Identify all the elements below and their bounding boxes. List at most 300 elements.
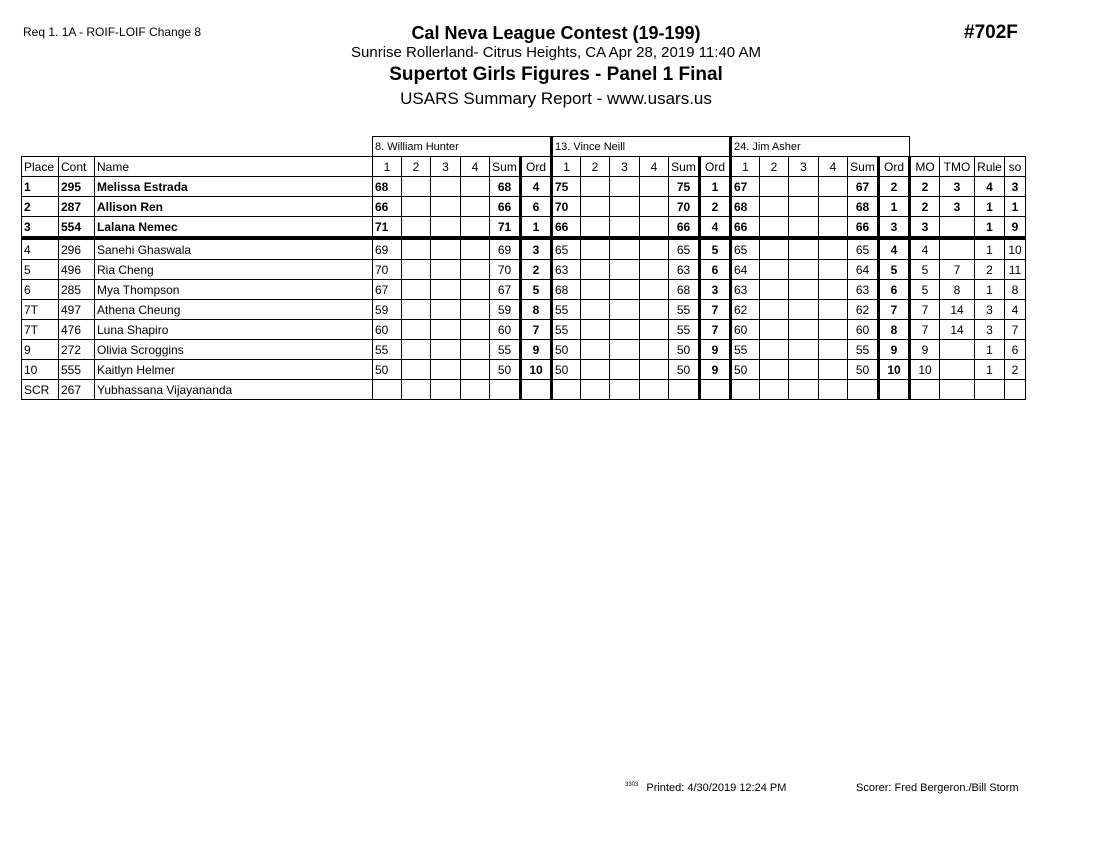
ordinal-cell: 7 bbox=[700, 300, 731, 320]
figure-score-cell bbox=[581, 340, 610, 360]
skater-name-cell: Sanehi Ghaswala bbox=[95, 238, 373, 260]
figure-score-cell bbox=[581, 217, 610, 239]
tmo-cell bbox=[940, 360, 975, 380]
figure-score-cell bbox=[760, 380, 789, 400]
sum-cell: 70 bbox=[669, 197, 700, 217]
figure-score-cell bbox=[789, 320, 819, 340]
figure-score-cell: 69 bbox=[373, 238, 402, 260]
col-header-figure: 4 bbox=[640, 157, 669, 177]
figure-score-cell bbox=[789, 380, 819, 400]
sum-cell: 68 bbox=[490, 177, 521, 197]
place-cell: 7T bbox=[22, 300, 59, 320]
figure-score-cell bbox=[581, 238, 610, 260]
mo-cell: 3 bbox=[910, 217, 940, 239]
figure-score-cell bbox=[610, 238, 640, 260]
tmo-cell bbox=[940, 340, 975, 360]
skater-name-cell: Allison Ren bbox=[95, 197, 373, 217]
figure-score-cell bbox=[760, 260, 789, 280]
rule-cell: 2 bbox=[975, 260, 1005, 280]
rule-cell: 1 bbox=[975, 360, 1005, 380]
col-header-tmo: TMO bbox=[940, 157, 975, 177]
contestant-number-cell: 554 bbox=[59, 217, 95, 239]
figure-score-cell bbox=[789, 260, 819, 280]
figure-score-cell bbox=[581, 320, 610, 340]
sum-cell: 68 bbox=[669, 280, 700, 300]
place-cell: 9 bbox=[22, 340, 59, 360]
figure-score-cell bbox=[552, 380, 581, 400]
ordinal-cell: 7 bbox=[879, 300, 910, 320]
sum-cell: 55 bbox=[669, 320, 700, 340]
sum-cell bbox=[848, 380, 879, 400]
ordinal-cell: 2 bbox=[521, 260, 552, 280]
figure-score-cell: 68 bbox=[731, 197, 760, 217]
figure-score-cell bbox=[789, 177, 819, 197]
ordinal-cell: 5 bbox=[700, 238, 731, 260]
tmo-cell bbox=[940, 217, 975, 239]
skater-name-cell: Yubhassana Vijayananda bbox=[95, 380, 373, 400]
figure-score-cell bbox=[819, 360, 848, 380]
rule-cell: 1 bbox=[975, 238, 1005, 260]
col-header-figure: 4 bbox=[819, 157, 848, 177]
sum-cell: 71 bbox=[490, 217, 521, 239]
figure-score-cell bbox=[640, 300, 669, 320]
event-code: #702F bbox=[964, 22, 1018, 43]
ordinal-cell: 9 bbox=[879, 340, 910, 360]
figure-score-cell bbox=[819, 177, 848, 197]
contestant-number-cell: 285 bbox=[59, 280, 95, 300]
sum-cell: 66 bbox=[848, 217, 879, 239]
judge-name: 8. William Hunter bbox=[373, 137, 552, 157]
figure-score-cell bbox=[819, 320, 848, 340]
figure-score-cell bbox=[431, 260, 461, 280]
col-header-ord: Ord bbox=[879, 157, 910, 177]
ordinal-cell: 7 bbox=[521, 320, 552, 340]
figure-score-cell bbox=[581, 260, 610, 280]
so-cell: 7 bbox=[1005, 320, 1026, 340]
table-row bbox=[22, 238, 1026, 260]
printed-info bbox=[625, 782, 786, 794]
figure-score-cell bbox=[431, 300, 461, 320]
judge-name: 13. Vince Neill bbox=[552, 137, 731, 157]
figure-score-cell bbox=[819, 340, 848, 360]
figure-score-cell: 60 bbox=[731, 320, 760, 340]
tmo-cell: 3 bbox=[940, 197, 975, 217]
col-header-figure: 1 bbox=[373, 157, 402, 177]
figure-score-cell bbox=[640, 177, 669, 197]
contestant-number-cell: 267 bbox=[59, 380, 95, 400]
sum-cell: 64 bbox=[848, 260, 879, 280]
ordinal-cell: 5 bbox=[879, 260, 910, 280]
ordinal-cell: 2 bbox=[879, 177, 910, 197]
so-cell: 3 bbox=[1005, 177, 1026, 197]
figure-score-cell bbox=[640, 238, 669, 260]
sum-cell: 65 bbox=[669, 238, 700, 260]
table-row bbox=[22, 197, 1026, 217]
footer-mark: 3303 bbox=[625, 782, 639, 788]
figure-score-cell bbox=[731, 380, 760, 400]
figure-score-cell: 66 bbox=[373, 197, 402, 217]
col-header-sum: Sum bbox=[669, 157, 700, 177]
so-cell: 11 bbox=[1005, 260, 1026, 280]
col-header-figure: 2 bbox=[760, 157, 789, 177]
figure-score-cell bbox=[581, 380, 610, 400]
figure-score-cell bbox=[760, 197, 789, 217]
place-cell: 5 bbox=[22, 260, 59, 280]
skater-name-cell: Athena Cheung bbox=[95, 300, 373, 320]
ordinal-cell: 6 bbox=[700, 260, 731, 280]
contestant-number-cell: 272 bbox=[59, 340, 95, 360]
so-cell: 2 bbox=[1005, 360, 1026, 380]
figure-score-cell bbox=[789, 340, 819, 360]
place-cell: 10 bbox=[22, 360, 59, 380]
mo-cell: 7 bbox=[910, 300, 940, 320]
tmo-cell: 3 bbox=[940, 177, 975, 197]
col-header-place: Place bbox=[22, 157, 59, 177]
so-cell: 8 bbox=[1005, 280, 1026, 300]
ordinal-cell: 2 bbox=[700, 197, 731, 217]
contestant-number-cell: 497 bbox=[59, 300, 95, 320]
so-cell: 1 bbox=[1005, 197, 1026, 217]
figure-score-cell bbox=[640, 360, 669, 380]
place-cell: SCR bbox=[22, 380, 59, 400]
figure-score-cell bbox=[610, 217, 640, 239]
figure-score-cell bbox=[461, 238, 490, 260]
col-header-figure: 3 bbox=[610, 157, 640, 177]
figure-score-cell bbox=[402, 380, 431, 400]
sum-cell: 66 bbox=[669, 217, 700, 239]
sum-cell: 66 bbox=[490, 197, 521, 217]
figure-score-cell bbox=[610, 380, 640, 400]
figure-score-cell bbox=[640, 260, 669, 280]
figure-score-cell: 50 bbox=[373, 360, 402, 380]
ordinal-cell bbox=[879, 380, 910, 400]
figure-score-cell bbox=[402, 320, 431, 340]
rule-cell: 4 bbox=[975, 177, 1005, 197]
figure-score-cell bbox=[819, 217, 848, 239]
col-header-cont: Cont bbox=[59, 157, 95, 177]
ordinal-cell: 9 bbox=[521, 340, 552, 360]
sum-cell: 50 bbox=[490, 360, 521, 380]
figure-score-cell: 65 bbox=[552, 238, 581, 260]
contest-title: Cal Neva League Contest (19-199) bbox=[411, 23, 701, 43]
figure-score-cell bbox=[760, 360, 789, 380]
table-row bbox=[22, 340, 1026, 360]
sum-cell: 60 bbox=[848, 320, 879, 340]
printed-date: Printed: 4/30/2019 12:24 PM bbox=[646, 782, 787, 794]
so-cell bbox=[1005, 380, 1026, 400]
tmo-cell bbox=[940, 238, 975, 260]
sum-cell: 55 bbox=[669, 300, 700, 320]
figure-score-cell: 60 bbox=[373, 320, 402, 340]
sum-cell: 67 bbox=[848, 177, 879, 197]
figure-score-cell: 68 bbox=[373, 177, 402, 197]
figure-score-cell bbox=[402, 300, 431, 320]
figure-score-cell bbox=[431, 197, 461, 217]
col-header-sum: Sum bbox=[848, 157, 879, 177]
place-cell: 7T bbox=[22, 320, 59, 340]
ordinal-cell: 3 bbox=[879, 217, 910, 239]
table-row bbox=[22, 360, 1026, 380]
figure-score-cell bbox=[760, 300, 789, 320]
ordinal-cell: 5 bbox=[521, 280, 552, 300]
request-info: Req 1. 1A - ROIF-LOIF Change 8 bbox=[23, 25, 202, 39]
figure-score-cell bbox=[461, 260, 490, 280]
ordinal-cell: 9 bbox=[700, 360, 731, 380]
ordinal-cell: 10 bbox=[879, 360, 910, 380]
figure-score-cell bbox=[640, 197, 669, 217]
col-header-so: so bbox=[1005, 157, 1026, 177]
tmo-cell: 14 bbox=[940, 320, 975, 340]
figure-score-cell: 55 bbox=[552, 300, 581, 320]
figure-score-cell bbox=[610, 177, 640, 197]
sum-cell: 55 bbox=[848, 340, 879, 360]
mo-cell: 2 bbox=[910, 197, 940, 217]
mo-cell: 2 bbox=[910, 177, 940, 197]
figure-score-cell: 65 bbox=[731, 238, 760, 260]
report-name: USARS Summary Report - www.usars.us bbox=[400, 89, 712, 108]
figure-score-cell bbox=[610, 260, 640, 280]
rule-cell: 1 bbox=[975, 340, 1005, 360]
col-header-rule: Rule bbox=[975, 157, 1005, 177]
figure-score-cell bbox=[402, 260, 431, 280]
table-row bbox=[22, 217, 1026, 239]
table-row bbox=[22, 320, 1026, 340]
col-header-figure: 2 bbox=[402, 157, 431, 177]
sum-cell: 50 bbox=[669, 340, 700, 360]
place-cell: 3 bbox=[22, 217, 59, 239]
sum-cell bbox=[490, 380, 521, 400]
ordinal-cell bbox=[521, 380, 552, 400]
figure-score-cell bbox=[760, 340, 789, 360]
scorer-info: Scorer: Fred Bergeron./Bill Storm bbox=[856, 782, 1019, 794]
sum-cell: 75 bbox=[669, 177, 700, 197]
figure-score-cell bbox=[461, 360, 490, 380]
skater-name-cell: Ria Cheng bbox=[95, 260, 373, 280]
rule-cell: 1 bbox=[975, 197, 1005, 217]
figure-score-cell bbox=[461, 177, 490, 197]
sum-cell: 50 bbox=[669, 360, 700, 380]
figure-score-cell bbox=[760, 320, 789, 340]
sum-cell: 70 bbox=[490, 260, 521, 280]
figure-score-cell: 66 bbox=[552, 217, 581, 239]
figure-score-cell bbox=[760, 280, 789, 300]
judges-spacer bbox=[22, 137, 373, 157]
figure-score-cell: 70 bbox=[552, 197, 581, 217]
rule-cell: 3 bbox=[975, 300, 1005, 320]
rule-cell: 1 bbox=[975, 217, 1005, 239]
skater-name-cell: Luna Shapiro bbox=[95, 320, 373, 340]
figure-score-cell bbox=[581, 360, 610, 380]
report-header bbox=[0, 22, 1100, 110]
table-row bbox=[22, 177, 1026, 197]
sum-cell: 59 bbox=[490, 300, 521, 320]
table-row bbox=[22, 380, 1026, 400]
col-header-figure: 1 bbox=[552, 157, 581, 177]
place-cell: 1 bbox=[22, 177, 59, 197]
place-cell: 6 bbox=[22, 280, 59, 300]
figure-score-cell: 50 bbox=[552, 360, 581, 380]
ordinal-cell: 4 bbox=[521, 177, 552, 197]
figure-score-cell: 67 bbox=[373, 280, 402, 300]
figure-score-cell bbox=[819, 238, 848, 260]
ordinal-cell: 4 bbox=[700, 217, 731, 239]
sum-cell: 69 bbox=[490, 238, 521, 260]
so-cell: 4 bbox=[1005, 300, 1026, 320]
figure-score-cell bbox=[760, 238, 789, 260]
sum-cell: 62 bbox=[848, 300, 879, 320]
figure-score-cell bbox=[819, 300, 848, 320]
figure-score-cell bbox=[789, 300, 819, 320]
figure-score-cell bbox=[431, 380, 461, 400]
sum-cell: 67 bbox=[490, 280, 521, 300]
tmo-cell bbox=[940, 380, 975, 400]
figure-score-cell: 75 bbox=[552, 177, 581, 197]
skater-name-cell: Mya Thompson bbox=[95, 280, 373, 300]
col-header-figure: 1 bbox=[731, 157, 760, 177]
place-cell: 2 bbox=[22, 197, 59, 217]
figure-score-cell bbox=[581, 177, 610, 197]
mo-cell: 4 bbox=[910, 238, 940, 260]
figure-score-cell bbox=[461, 380, 490, 400]
figure-score-cell bbox=[760, 217, 789, 239]
col-header-figure: 2 bbox=[581, 157, 610, 177]
skater-name-cell: Lalana Nemec bbox=[95, 217, 373, 239]
tmo-cell: 7 bbox=[940, 260, 975, 280]
figure-score-cell bbox=[610, 197, 640, 217]
mo-cell: 10 bbox=[910, 360, 940, 380]
results-table-wrap bbox=[21, 136, 1026, 400]
rule-cell: 1 bbox=[975, 280, 1005, 300]
col-header-ord: Ord bbox=[700, 157, 731, 177]
figure-score-cell bbox=[819, 260, 848, 280]
so-cell: 6 bbox=[1005, 340, 1026, 360]
sum-cell: 50 bbox=[848, 360, 879, 380]
mo-cell: 9 bbox=[910, 340, 940, 360]
sum-cell: 55 bbox=[490, 340, 521, 360]
skater-name-cell: Olivia Scroggins bbox=[95, 340, 373, 360]
col-header-ord: Ord bbox=[521, 157, 552, 177]
rule-cell: 3 bbox=[975, 320, 1005, 340]
figure-score-cell: 66 bbox=[731, 217, 760, 239]
col-header-figure: 3 bbox=[431, 157, 461, 177]
ordinal-cell: 8 bbox=[879, 320, 910, 340]
figure-score-cell bbox=[610, 300, 640, 320]
venue-date: Sunrise Rollerland- Citrus Heights, CA Apr 28, 2019 11:40 AM bbox=[351, 44, 761, 61]
figure-score-cell: 64 bbox=[731, 260, 760, 280]
figure-score-cell bbox=[402, 238, 431, 260]
contestant-number-cell: 555 bbox=[59, 360, 95, 380]
figure-score-cell bbox=[461, 300, 490, 320]
contestant-number-cell: 295 bbox=[59, 177, 95, 197]
figure-score-cell: 55 bbox=[731, 340, 760, 360]
ordinal-cell: 4 bbox=[879, 238, 910, 260]
figure-score-cell bbox=[402, 197, 431, 217]
figure-score-cell bbox=[431, 320, 461, 340]
figure-score-cell bbox=[819, 280, 848, 300]
judges-spacer bbox=[910, 137, 1026, 157]
mo-cell bbox=[910, 380, 940, 400]
so-cell: 10 bbox=[1005, 238, 1026, 260]
ordinal-cell bbox=[700, 380, 731, 400]
ordinal-cell: 10 bbox=[521, 360, 552, 380]
figure-score-cell: 63 bbox=[552, 260, 581, 280]
figure-score-cell bbox=[610, 340, 640, 360]
sum-cell bbox=[669, 380, 700, 400]
figure-score-cell bbox=[819, 380, 848, 400]
ordinal-cell: 3 bbox=[700, 280, 731, 300]
figure-score-cell bbox=[431, 177, 461, 197]
so-cell: 9 bbox=[1005, 217, 1026, 239]
figure-score-cell bbox=[402, 360, 431, 380]
mo-cell: 5 bbox=[910, 260, 940, 280]
figure-score-cell: 67 bbox=[731, 177, 760, 197]
ordinal-cell: 7 bbox=[700, 320, 731, 340]
skater-name-cell: Kaitlyn Helmer bbox=[95, 360, 373, 380]
ordinal-cell: 1 bbox=[700, 177, 731, 197]
figure-score-cell: 68 bbox=[552, 280, 581, 300]
judges-row bbox=[22, 137, 1026, 157]
sum-cell: 63 bbox=[669, 260, 700, 280]
sum-cell: 65 bbox=[848, 238, 879, 260]
results-table bbox=[21, 136, 1026, 400]
col-header-mo: MO bbox=[910, 157, 940, 177]
figure-score-cell bbox=[461, 217, 490, 239]
figure-score-cell bbox=[402, 217, 431, 239]
figure-score-cell bbox=[789, 238, 819, 260]
figure-score-cell bbox=[431, 360, 461, 380]
sum-cell: 63 bbox=[848, 280, 879, 300]
figure-score-cell bbox=[431, 280, 461, 300]
figure-score-cell bbox=[789, 217, 819, 239]
figure-score-cell bbox=[640, 380, 669, 400]
figure-score-cell: 55 bbox=[552, 320, 581, 340]
col-header-figure: 3 bbox=[789, 157, 819, 177]
event-name: Supertot Girls Figures - Panel 1 Final bbox=[389, 64, 723, 85]
mo-cell: 7 bbox=[910, 320, 940, 340]
tmo-cell: 14 bbox=[940, 300, 975, 320]
table-row bbox=[22, 300, 1026, 320]
contestant-number-cell: 496 bbox=[59, 260, 95, 280]
ordinal-cell: 1 bbox=[521, 217, 552, 239]
contestant-number-cell: 296 bbox=[59, 238, 95, 260]
sum-cell: 60 bbox=[490, 320, 521, 340]
figure-score-cell bbox=[640, 320, 669, 340]
figure-score-cell bbox=[581, 280, 610, 300]
figure-score-cell bbox=[581, 300, 610, 320]
figure-score-cell bbox=[610, 280, 640, 300]
figure-score-cell bbox=[402, 340, 431, 360]
col-header-name: Name bbox=[95, 157, 373, 177]
figure-score-cell: 55 bbox=[373, 340, 402, 360]
ordinal-cell: 9 bbox=[700, 340, 731, 360]
figure-score-cell bbox=[760, 177, 789, 197]
skater-name-cell: Melissa Estrada bbox=[95, 177, 373, 197]
figure-score-cell bbox=[640, 340, 669, 360]
contestant-number-cell: 476 bbox=[59, 320, 95, 340]
figure-score-cell bbox=[402, 177, 431, 197]
figure-score-cell bbox=[431, 340, 461, 360]
column-header-row bbox=[22, 157, 1026, 177]
figure-score-cell: 50 bbox=[552, 340, 581, 360]
table-row bbox=[22, 260, 1026, 280]
figure-score-cell: 71 bbox=[373, 217, 402, 239]
figure-score-cell bbox=[640, 217, 669, 239]
figure-score-cell bbox=[610, 360, 640, 380]
rule-cell bbox=[975, 380, 1005, 400]
figure-score-cell: 59 bbox=[373, 300, 402, 320]
figure-score-cell: 50 bbox=[731, 360, 760, 380]
figure-score-cell bbox=[789, 360, 819, 380]
